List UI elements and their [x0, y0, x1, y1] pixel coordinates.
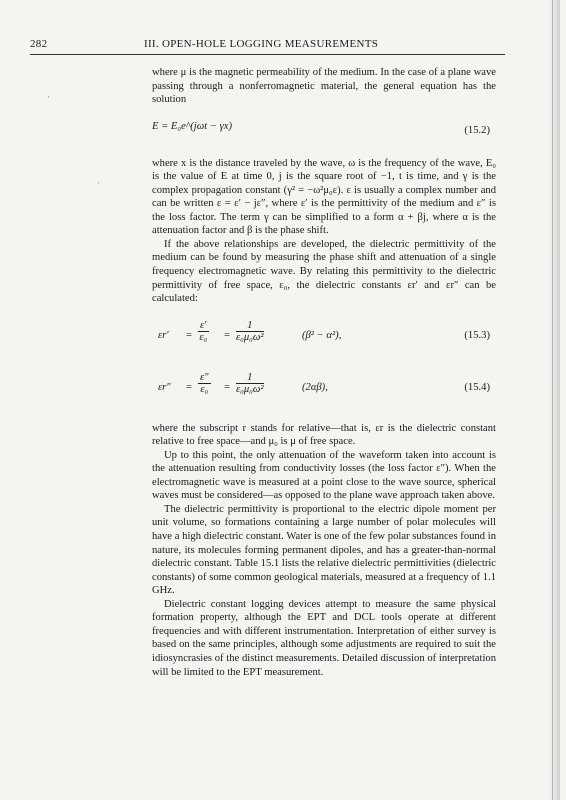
paragraph-5: Up to this point, the only attenuation of the waveform taken into account is the attenuation resulting from conductivity losses (the loss factor ε″). When the electromagnetic wave is measured at a point close to the wave source, spherical waves must be considered—as opposed to the plane wave approach taken above.	[152, 449, 496, 502]
book-spine-edge	[552, 0, 553, 800]
equation-15-3-lhs: εr′	[158, 329, 169, 341]
equation-15-2-body: E = E₀e^(jωt − γx)	[152, 120, 232, 132]
fraction-denominator: ε₀μ₀ω²	[236, 331, 264, 343]
equation-15-3-number: (15.3)	[464, 329, 490, 341]
equals-sign: =	[224, 329, 230, 341]
paragraph-2: where x is the distance traveled by the wave, ω is the frequency of the wave, E₀ is the value of E at time 0, j is the square root of −1, t is time, and γ is the complex propagation constant (γ² = −ω²μ₀ε). ε is usually a complex number and can be written ε = ε′ − jε″, where ε′ is the permittivity of the medium and ε″ is the loss factor. The term γ can be simplified to a form α + βj, where α is the attenuation factor and β is the phase shift.	[152, 157, 496, 237]
equation-15-4-fraction-2	[236, 372, 264, 395]
equals-sign: =	[186, 381, 192, 393]
fraction-numerator: 1	[236, 372, 264, 384]
body-text	[152, 66, 496, 679]
equation-15-4	[152, 370, 496, 410]
running-title: III. OPEN-HOLE LOGGING MEASUREMENTS	[144, 38, 379, 50]
equation-15-4-fraction-1	[198, 372, 211, 395]
equation-15-4-rest: (2αβ),	[302, 381, 328, 393]
paragraph-6: The dielectric permittivity is proportional to the electric dipole moment per unit volume, so formations containing a large number of polar molecules will have a high dielectric constant. Water is one of the few polar substances found in nature, its molecules forming permanent dipoles, and has a greater-than-normal dielectric constant. Table 15.1 lists the relative dielectric permittivities (dielectric constants) of some common geological materials, measured at a frequency of 1.1 GHz.	[152, 503, 496, 597]
paragraph-7: Dielectric constant logging devices attempt to measure the same physical formation property, although the EPT and DCL tools operate at different frequencies and with different instrumentation. Interpretation of either survey is based on the same principles, although some adjustments are required to suit the idiosyncrasies of the distinct measurements. Detailed discussion of interpretation will be limited to the EPT measurement.	[152, 598, 496, 678]
equation-15-2-number: (15.2)	[464, 124, 490, 136]
scan-speck: ·	[47, 92, 50, 102]
equation-15-3-rest: (β² − α²),	[302, 329, 342, 341]
page-number: 282	[30, 38, 48, 50]
equation-15-4-lhs: εr″	[158, 381, 171, 393]
equation-15-3-fraction-1	[198, 320, 209, 343]
paragraph-4: where the subscript r stands for relative—that is, εr is the dielectric constant relative to free space—and μ₀ is μ of free space.	[152, 422, 496, 448]
equation-15-3	[152, 318, 496, 358]
scan-speck: ·	[97, 178, 100, 188]
equation-15-4-number: (15.4)	[464, 381, 490, 393]
paragraph-1: where μ is the magnetic permeability of the medium. In the case of a plane wave passing through a nonferromagnetic material, the general equation has the solution	[152, 67, 496, 106]
equation-15-3-fraction-2	[236, 320, 264, 343]
fraction-denominator: ε₀	[200, 383, 209, 395]
fraction-denominator: ε₀	[199, 331, 208, 343]
running-header	[30, 38, 505, 55]
fraction-numerator: ε″	[200, 371, 209, 383]
paragraph-3: If the above relationships are developed, the dielectric permittivity of the medium can be found by measuring the phase shift and attenuation of a single frequency electromagnetic wave. By relating this permittivity to the dielectric permittivity of free space, ε₀, the dielectric constants εr′ and εr″ can be calculated:	[152, 238, 496, 305]
equals-sign: =	[186, 329, 192, 341]
equation-15-2	[152, 121, 496, 143]
equals-sign: =	[224, 381, 230, 393]
fraction-denominator: ε₀μ₀ω²	[236, 383, 264, 395]
book-spine-shadow	[548, 0, 560, 800]
fraction-numerator: 1	[236, 320, 264, 332]
fraction-numerator: ε′	[200, 319, 207, 331]
